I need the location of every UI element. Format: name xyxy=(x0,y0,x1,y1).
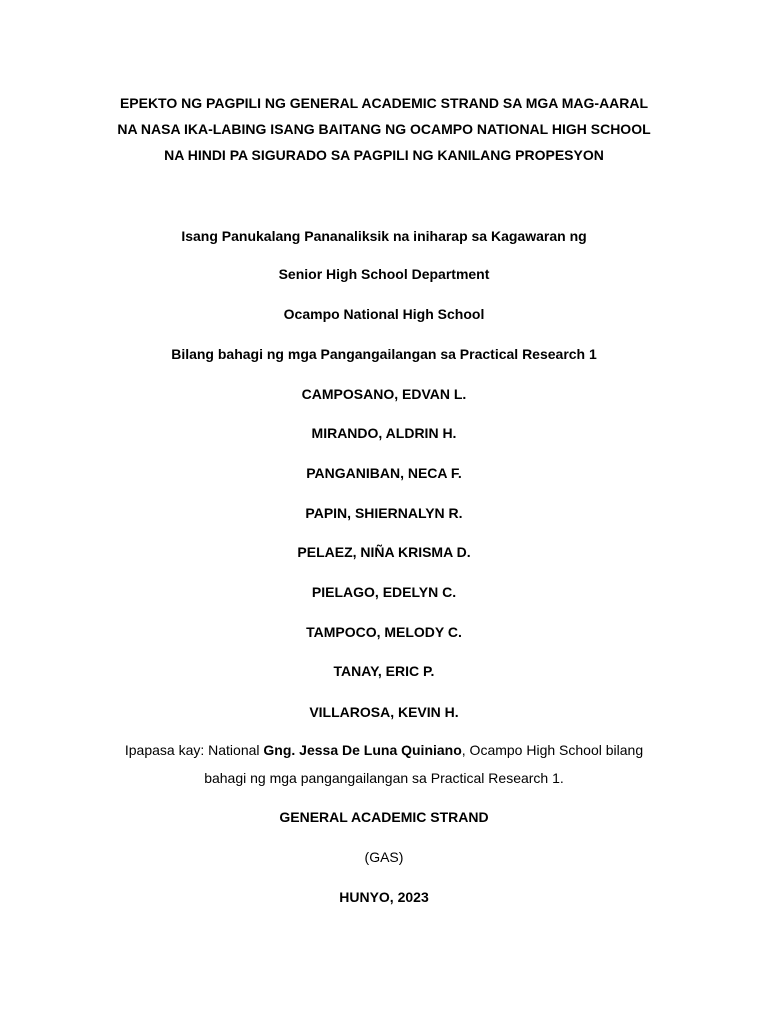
author-name: MIRANDO, ALDRIN H. xyxy=(311,425,457,441)
author-name: PANGANIBAN, NECA F. xyxy=(306,465,462,481)
subtitle: Isang Panukalang Pananaliksik na iniharap sa Kagawaran ng xyxy=(181,228,587,244)
requirement-line: Bilang bahagi ng mga Pangangailangan sa Practical Research 1 xyxy=(171,346,597,362)
author-name: TANAY, ERIC P. xyxy=(333,663,435,679)
author-name: VILLAROSA, KEVIN H. xyxy=(309,704,459,720)
submission-prefix: Ipapasa kay: National xyxy=(124,742,264,758)
submission-line-2: bahagi ng mga pangangailangan sa Practical Research 1. xyxy=(204,770,564,786)
strand-abbreviation: (GAS) xyxy=(364,849,404,865)
adviser-name: Gng. Jessa De Luna Quiniano xyxy=(263,742,462,758)
title-line-3: NA HINDI PA SIGURADO SA PAGPILI NG KANILANG PROPESYON xyxy=(164,147,604,163)
author-name: PAPIN, SHIERNALYN R. xyxy=(305,505,463,521)
document-date: HUNYO, 2023 xyxy=(339,889,429,905)
submission-suffix: , Ocampo High School bilang xyxy=(461,742,644,758)
submission-line-1 xyxy=(0,741,768,759)
strand-name: GENERAL ACADEMIC STRAND xyxy=(279,809,489,825)
school-name: Ocampo National High School xyxy=(283,306,485,322)
author-name: PIELAGO, EDELYN C. xyxy=(311,584,457,600)
author-name: TAMPOCO, MELODY C. xyxy=(306,624,462,640)
author-name: CAMPOSANO, EDVAN L. xyxy=(301,386,467,402)
department: Senior High School Department xyxy=(278,266,490,282)
author-name: PELAEZ, NIÑA KRISMA D. xyxy=(297,544,471,560)
title-line-2: NA NASA IKA-LABING ISANG BAITANG NG OCAMPO NATIONAL HIGH SCHOOL xyxy=(117,121,651,137)
title-line-1: EPEKTO NG PAGPILI NG GENERAL ACADEMIC STRAND SA MGA MAG-AARAL xyxy=(119,95,649,111)
